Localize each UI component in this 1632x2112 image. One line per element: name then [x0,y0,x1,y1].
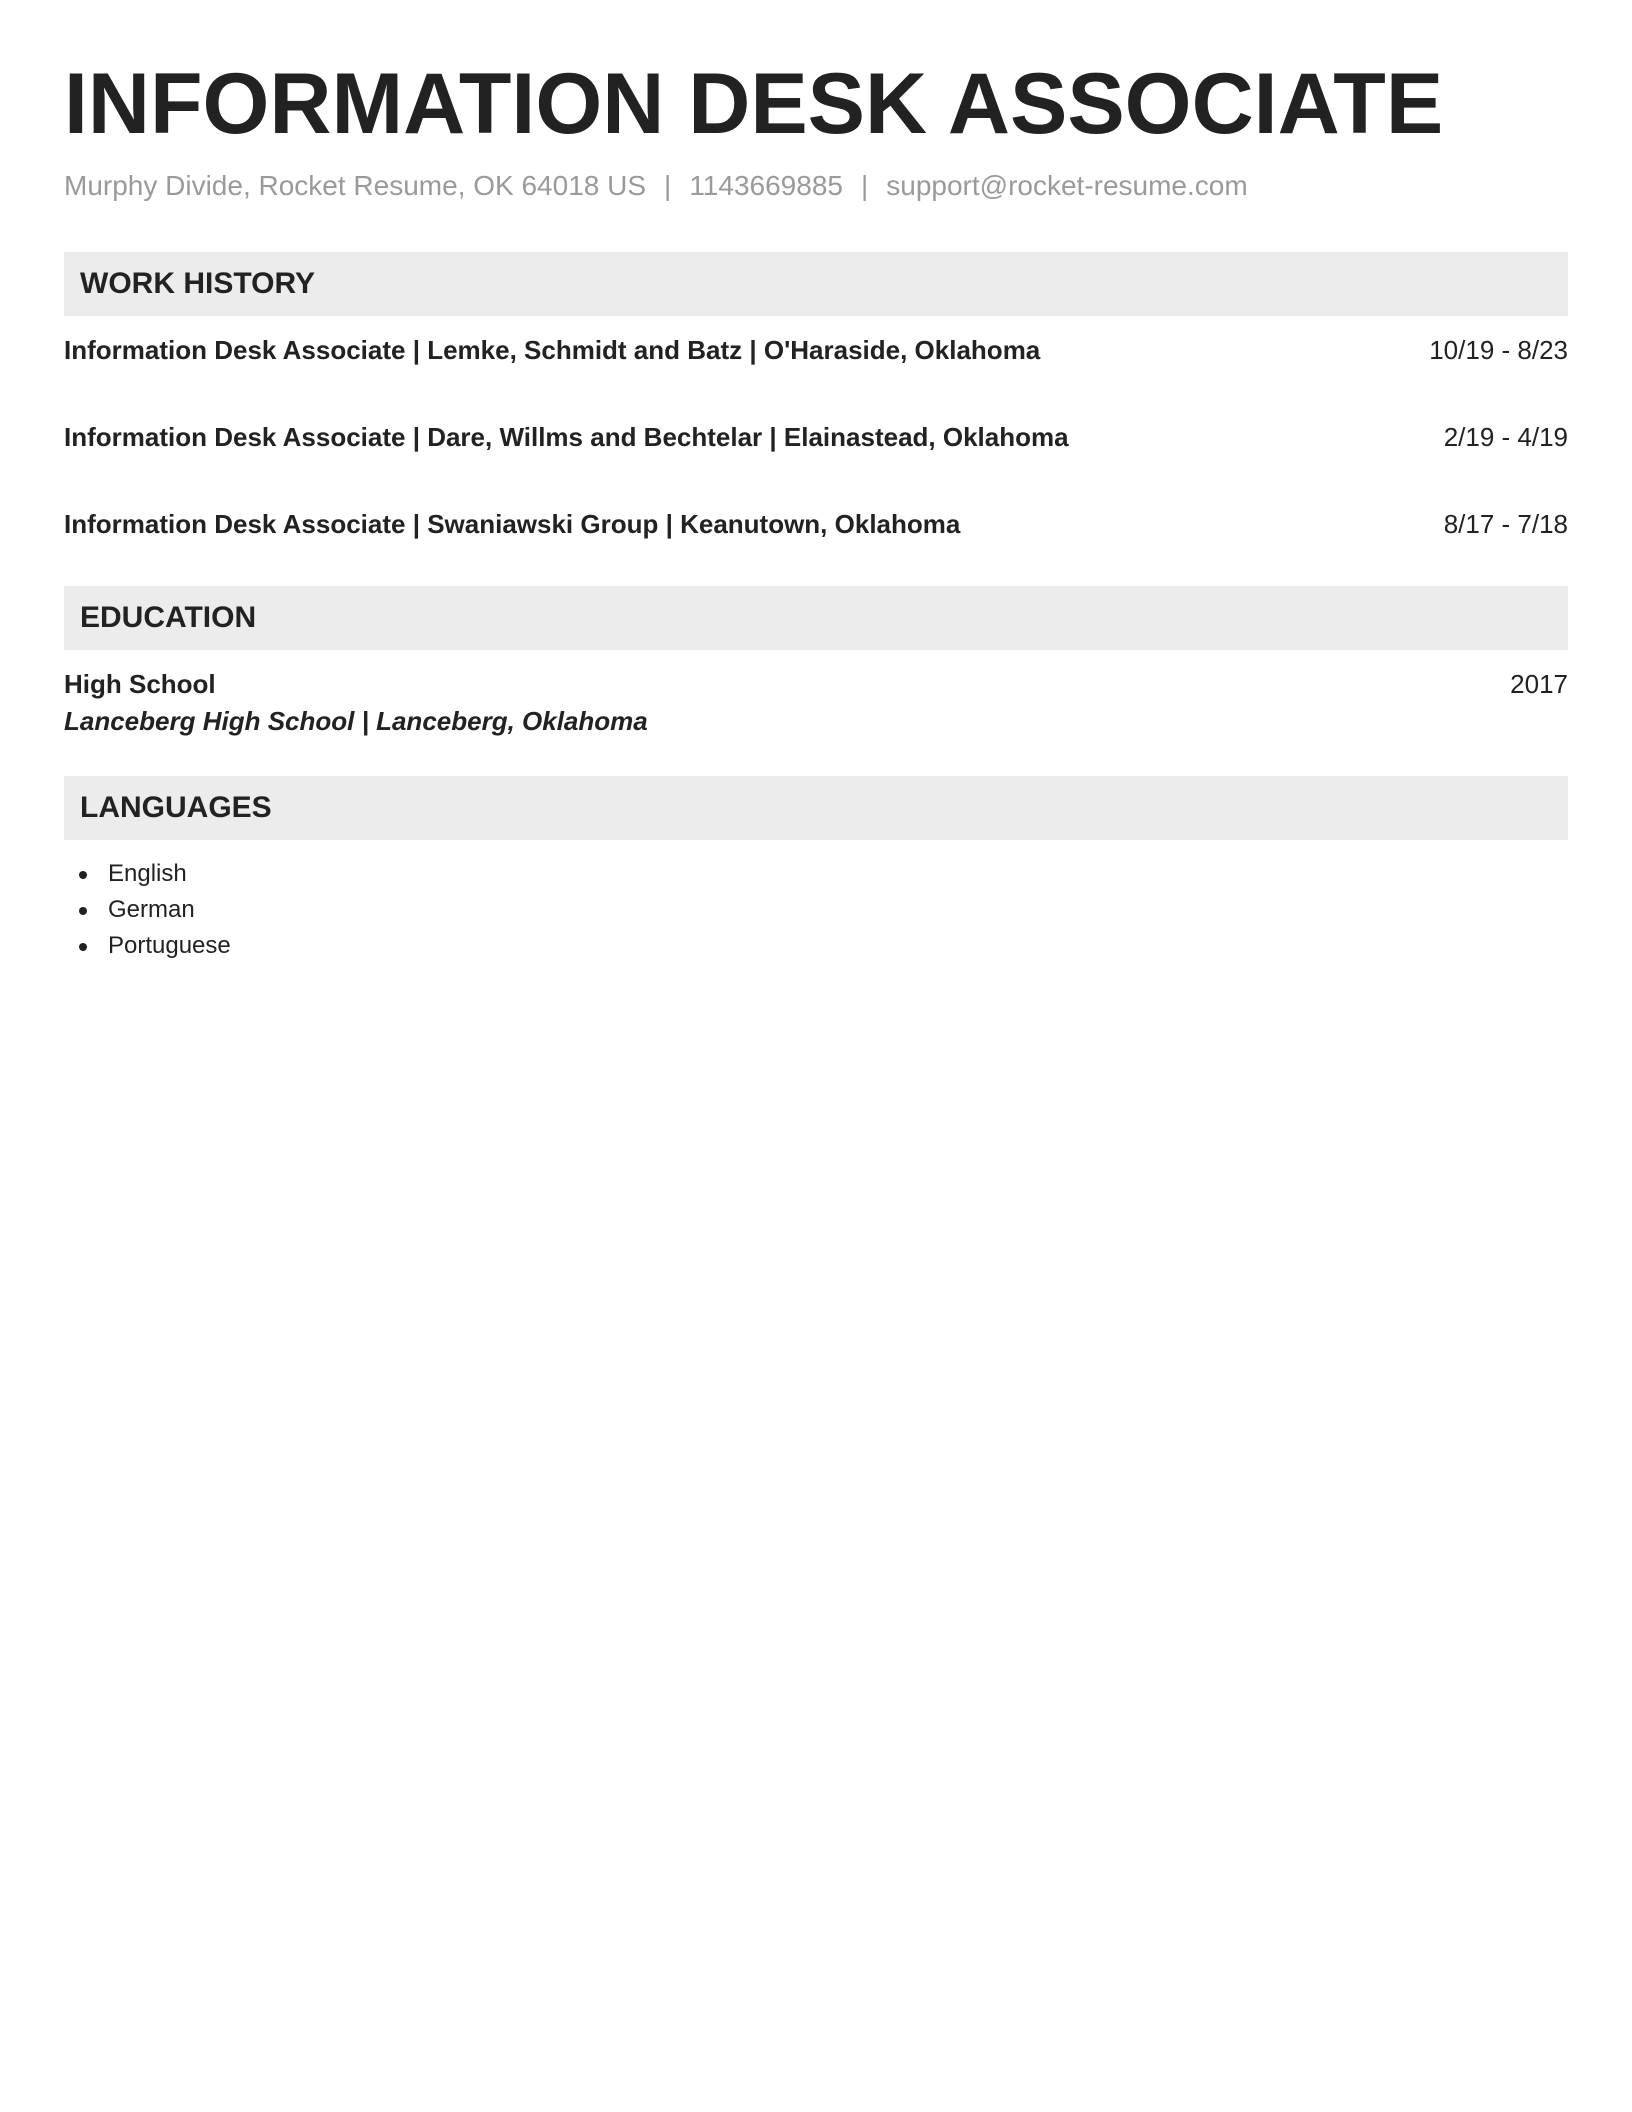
contact-address: Murphy Divide, Rocket Resume, OK 64018 US [64,170,647,201]
contact-line [64,166,1568,206]
languages-heading: LANGUAGES [64,776,1568,840]
education-heading: EDUCATION [64,586,1568,650]
education-year: 2017 [1510,669,1568,699]
work-entry-dates: 8/17 - 7/18 [1443,509,1568,539]
languages-list [64,856,1568,964]
work-entry-title: Information Desk Associate | Dare, Willms and Bechtelar | Elainastead, Oklahoma [64,422,1069,452]
work-entry [64,506,1568,542]
language-item: German [64,892,1568,928]
language-item: Portuguese [64,928,1568,964]
work-entry-dates: 2/19 - 4/19 [1443,422,1568,452]
contact-separator: | [664,170,672,201]
education-degree: High School [64,669,216,699]
work-entry-dates: 10/19 - 8/23 [1429,335,1568,365]
work-entry [64,332,1568,368]
work-history-heading: WORK HISTORY [64,252,1568,316]
work-entry-title: Information Desk Associate | Lemke, Schmidt and Batz | O'Haraside, Oklahoma [64,335,1041,365]
education-entry [64,666,1568,702]
contact-email: support@rocket-resume.com [886,170,1248,201]
contact-separator: | [860,170,869,201]
contact-phone: 1143669885 [689,170,843,201]
education-school: Lanceberg High School | Lanceberg, Oklahoma [64,706,648,736]
work-entry-title: Information Desk Associate | Swaniawski Group | Keanutown, Oklahoma [64,509,961,539]
language-item: English [64,856,1568,892]
work-entry [64,419,1568,455]
resume-title: INFORMATION DESK ASSOCIATE [64,56,1444,152]
